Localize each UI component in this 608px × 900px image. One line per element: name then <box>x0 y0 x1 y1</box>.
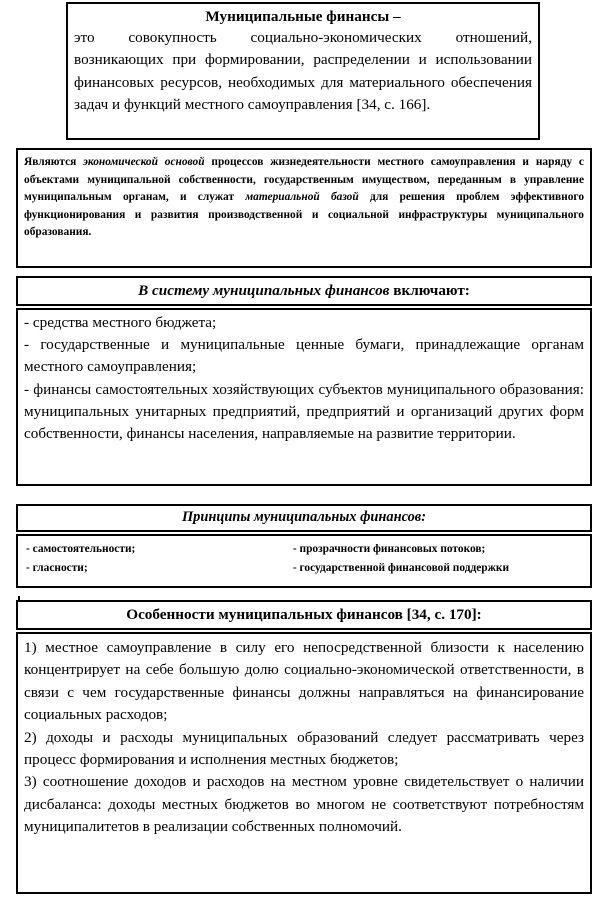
principles-item: - самостоятельности; <box>26 543 136 555</box>
principles-item: - государственной финансовой поддержки <box>292 562 510 574</box>
economic-basis-box <box>16 148 592 268</box>
system-list-content <box>18 310 590 447</box>
principles-list-box <box>16 534 592 588</box>
features-header <box>18 602 590 627</box>
features-list-item: 3) соотношение доходов и расходов на местном уровне свидетельствует о наличии дисбаланса: доходы местных бюджетов во многом не соответствуют потребностям муниципалитетов в реализации собственных полномочий. <box>24 773 584 836</box>
definition-dash-glyph: – <box>393 8 401 25</box>
definition-content <box>68 4 538 120</box>
principles-header-box <box>16 504 592 532</box>
system-header-italic: В систему муниципальных финансов <box>138 282 390 299</box>
system-header-box <box>16 276 592 306</box>
principles-header: Принципы муниципальных финансов: <box>181 509 427 525</box>
system-list-item: - средства местного бюджета; <box>24 314 217 331</box>
definition-term: Муниципальные финансы <box>205 8 390 25</box>
features-list-box <box>16 632 592 894</box>
features-header-box <box>16 600 592 630</box>
features-list-item: 2) доходы и расходы муниципальных образований следует рассматривать через процесс формирования и исполнения местных бюджетов; <box>24 728 584 769</box>
definition-term-line <box>74 7 532 27</box>
features-header-reference: [34, с. 170]: <box>406 606 482 623</box>
features-list-item: 1) местное самоуправление в силу его непосредственной близости к населению концентрирует на себе большую долю социально-экономической ответственности, в связи с чем государственные финансы должны направляться на финансирование социальных расходов; <box>24 639 584 724</box>
principles-row <box>26 559 582 578</box>
definition-text: это совокупность социально-экономических отношений, возникающих при формировании, распределении и использовании финансовых ресурсов, необходимых для материального обеспечения задач и функций местного самоуправления [34, с. 166]. <box>74 29 532 113</box>
system-header-plain: включают: <box>393 282 470 299</box>
definition-box <box>66 2 540 140</box>
system-header <box>18 278 590 303</box>
economic-basis-text: Являются экономической основой процессов жизнедеятельности местного самоуправления и наряду с объектами муниципальной собственности, государственным имуществом, переданным в управление муниципальным органам, и служат материальной базой для решения проблем эффективного функционирования и развития производственной и социальной инфраструктуры муниципального образования. <box>24 156 585 239</box>
system-list-box <box>16 308 592 486</box>
system-list-item: - государственные и муниципальные ценные бумаги, принадлежащие органам местного самоуправления; <box>24 336 584 376</box>
system-list-item: - финансы самостоятельных хозяйствующих субъектов муниципального образования: муниципальных унитарных предприятий, предприятий и организаций других форм собственности, финансы населения, направляемые на развитие территории. <box>24 380 584 443</box>
principles-item: - прозрачности финансовых потоков; <box>292 543 486 555</box>
features-list-content <box>18 634 590 842</box>
features-header-title: Особенности муниципальных финансов <box>126 606 403 623</box>
principles-row <box>26 540 582 559</box>
principles-columns <box>18 536 590 580</box>
principles-item: - гласности; <box>26 562 88 574</box>
